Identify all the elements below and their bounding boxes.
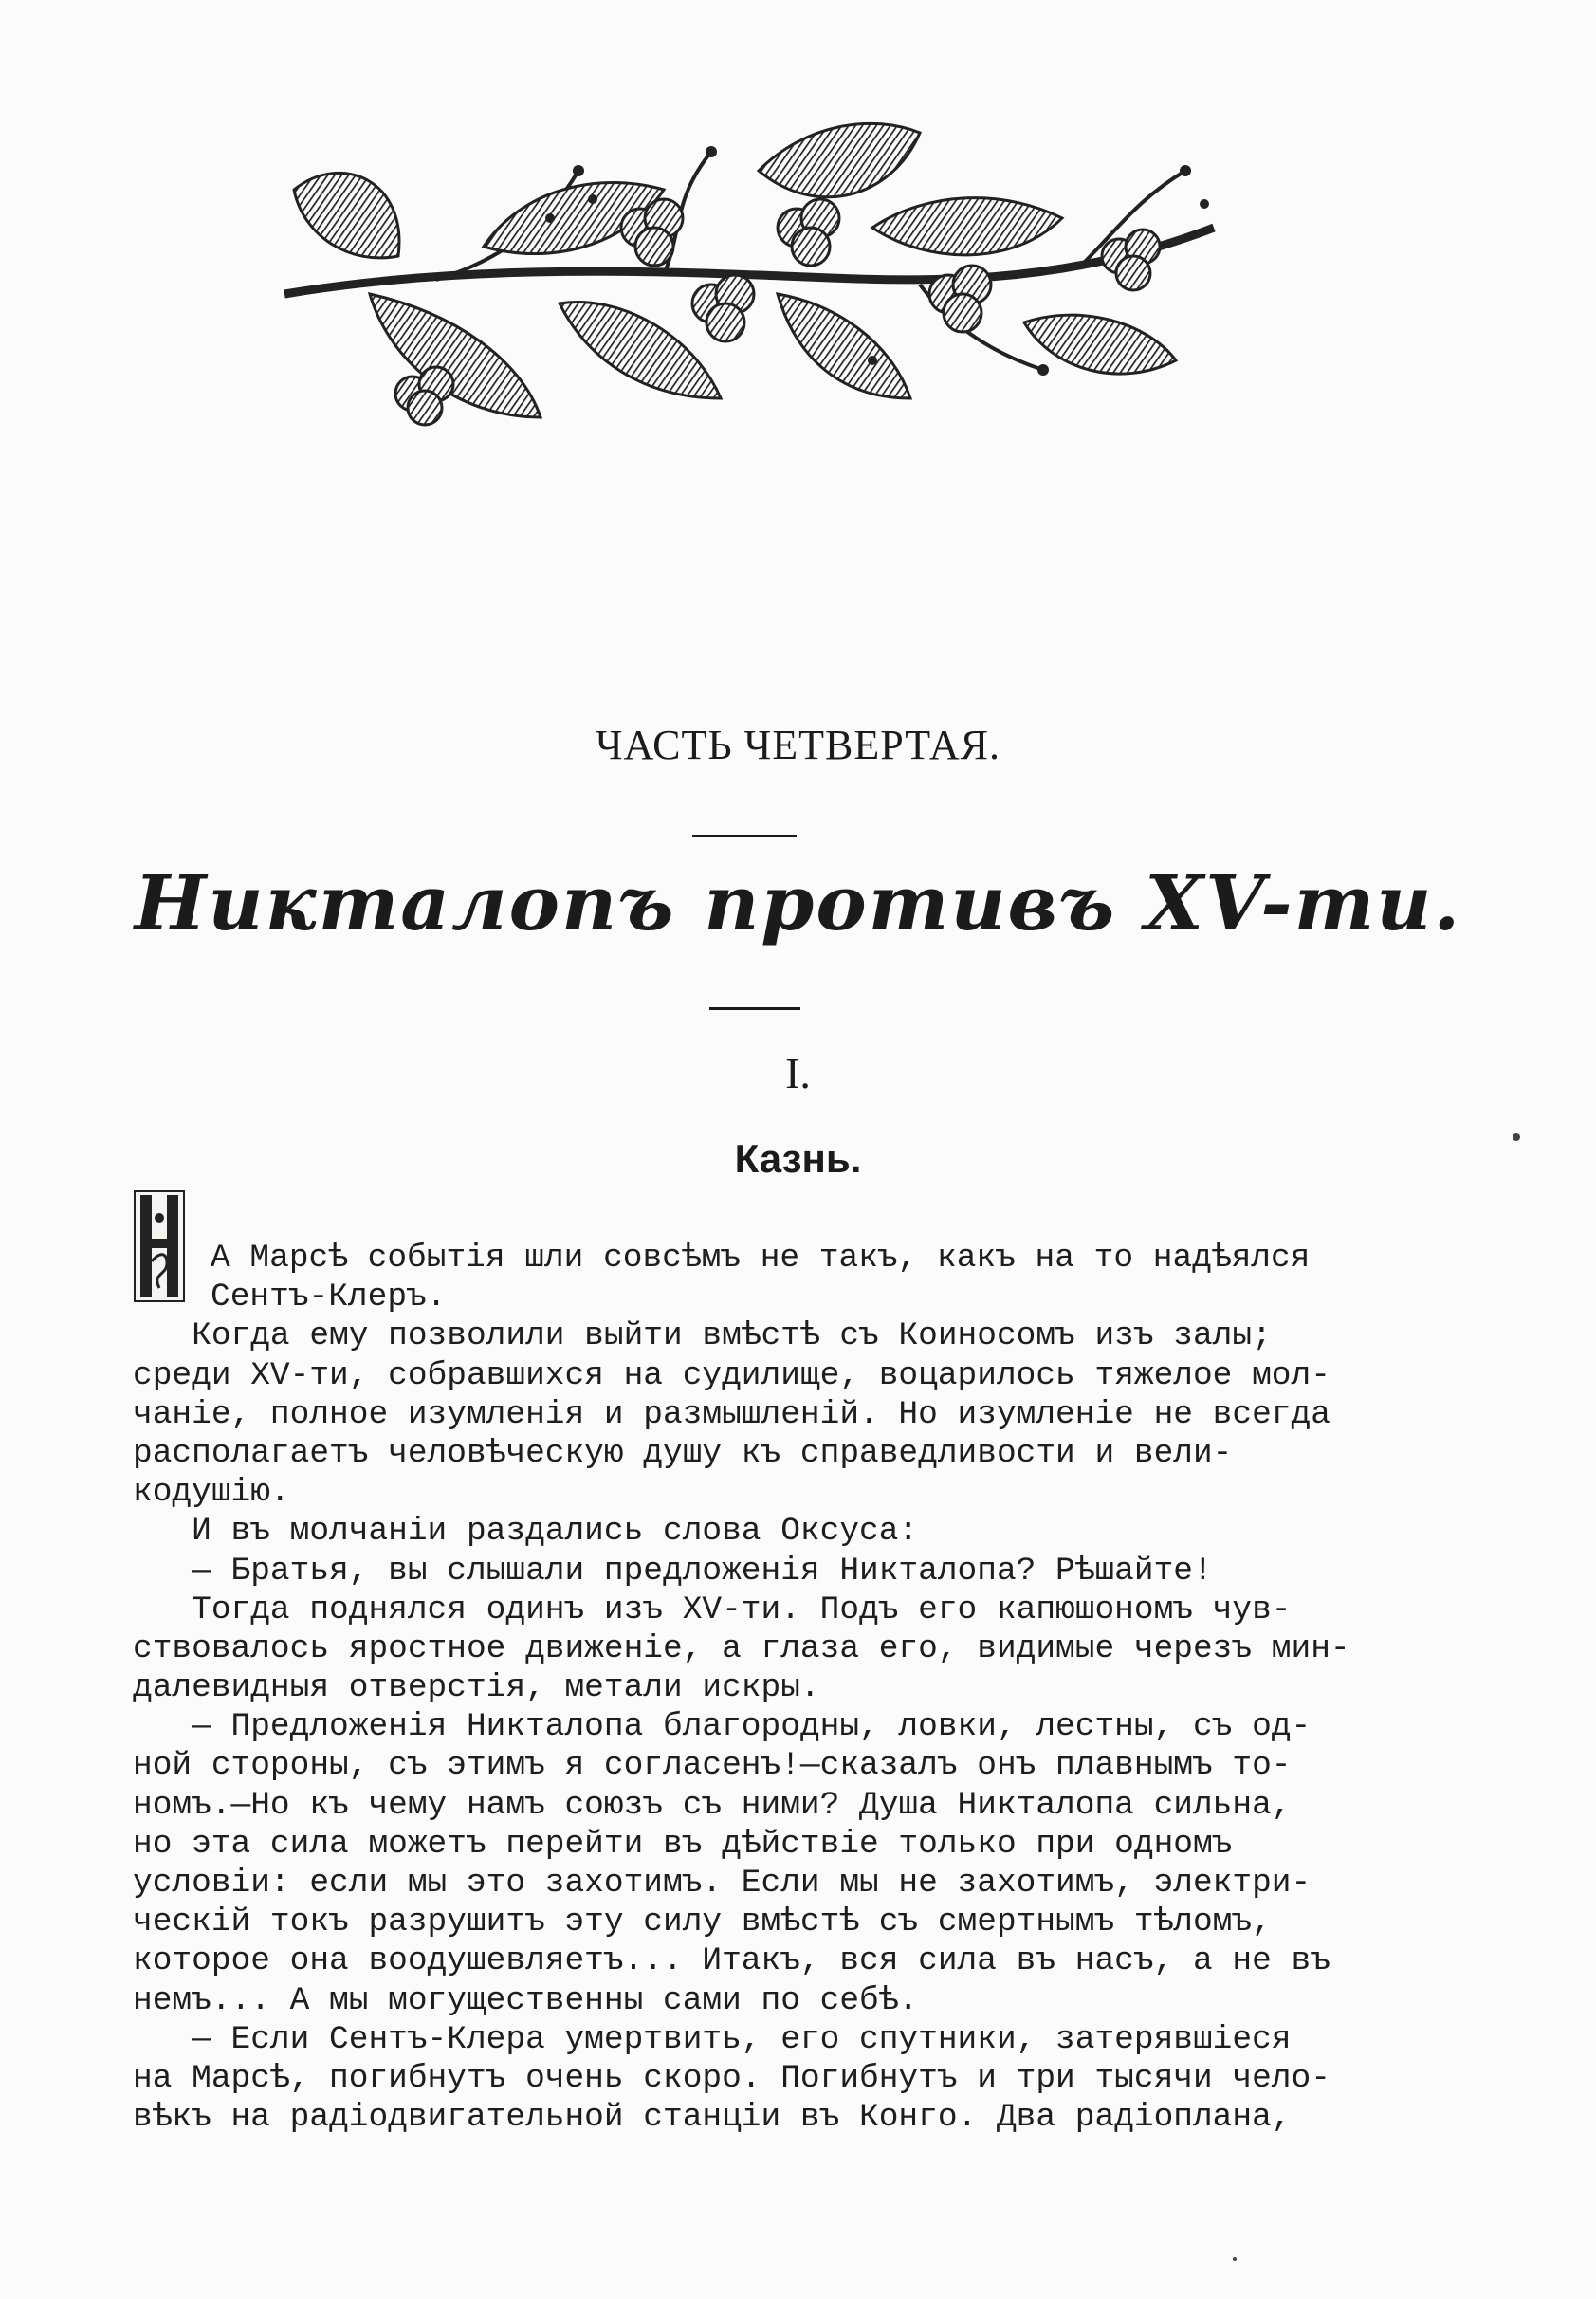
text-line: Сентъ-Клеръ. <box>211 1278 447 1316</box>
part-title: ЧАСТЬ ЧЕТВЕРТАЯ. <box>595 722 1001 768</box>
text-line: кодушію. <box>133 1474 290 1512</box>
title-divider-top <box>692 835 797 837</box>
text-line: И въ молчаніи раздались слова Оксуса: <box>133 1513 919 1551</box>
text-line: условіи: если мы это захотимъ. Если мы не захотимъ, электри- <box>133 1865 1312 1902</box>
main-title: Никталопъ противъ XV-ти. <box>134 858 1462 947</box>
text-line: ной стороны, съ этимъ я согласенъ!—сказалъ онъ плавнымъ то- <box>133 1747 1292 1785</box>
text-line: — Предложенія Никталопа благородны, ловки, лестны, съ од- <box>133 1708 1312 1746</box>
chapter-title: Казнь. <box>734 1136 862 1181</box>
text-line: А Марсѣ событія шли совсѣмъ не такъ, какъ на то надѣялся <box>211 1240 1311 1277</box>
text-line: среди XV-ти, собравшихся на судилище, воцарилось тяжелое мол- <box>133 1356 1330 1394</box>
text-line: ствовалось яростное движеніе, а глаза его, видимые черезъ мин- <box>133 1629 1350 1667</box>
text-line: чаніе, полное изумленія и размышленій. Но изумленіе не всегда <box>133 1395 1330 1433</box>
floral-branch-icon <box>266 114 1233 436</box>
text-line: — Братья, вы слышали предложенія Никталопа? Рѣшайте! <box>133 1552 1213 1590</box>
text-line: номъ.—Но къ чему намъ союзъ съ ними? Душа Никталопа сильна, <box>133 1786 1292 1824</box>
text-line: Когда ему позволили выйти вмѣстѣ съ Коиносомъ изъ залы; <box>133 1317 1272 1355</box>
text-line: вѣкъ на радіодвигательной станціи въ Конго. Два радіоплана, <box>133 2099 1292 2137</box>
scan-speck <box>1513 1133 1520 1141</box>
title-divider-bottom <box>709 1007 800 1010</box>
scan-speck <box>1233 2257 1237 2261</box>
text-line: далевидныя отверстія, метали искры. <box>133 1669 820 1707</box>
text-line: Тогда поднялся одинъ изъ XV-ти. Подъ его капюшономъ чув- <box>133 1591 1292 1628</box>
text-line: располагаетъ человѣческую душу къ справедливости и вели- <box>133 1434 1233 1472</box>
text-line: на Марсѣ, погибнутъ очень скоро. Погибнутъ и три тысячи чело- <box>133 2059 1330 2097</box>
chapter-number: I. <box>785 1049 811 1097</box>
text-line: ческій токъ разрушитъ эту силу вмѣстѣ съ смертнымъ тѣломъ, <box>133 1904 1272 1941</box>
text-line: которое она воодушевляетъ... Итакъ, вся сила въ насъ, а не въ <box>133 1942 1330 1980</box>
text-line: — Если Сентъ-Клера умертвить, его спутники, затерявшіеся <box>133 2020 1292 2058</box>
text-line: но эта сила можетъ перейти въ дѣйствіе только при одномъ <box>133 1825 1233 1863</box>
body-text <box>133 1239 1394 2137</box>
text-line: немъ... А мы могущественны сами по себѣ. <box>133 1981 919 2019</box>
